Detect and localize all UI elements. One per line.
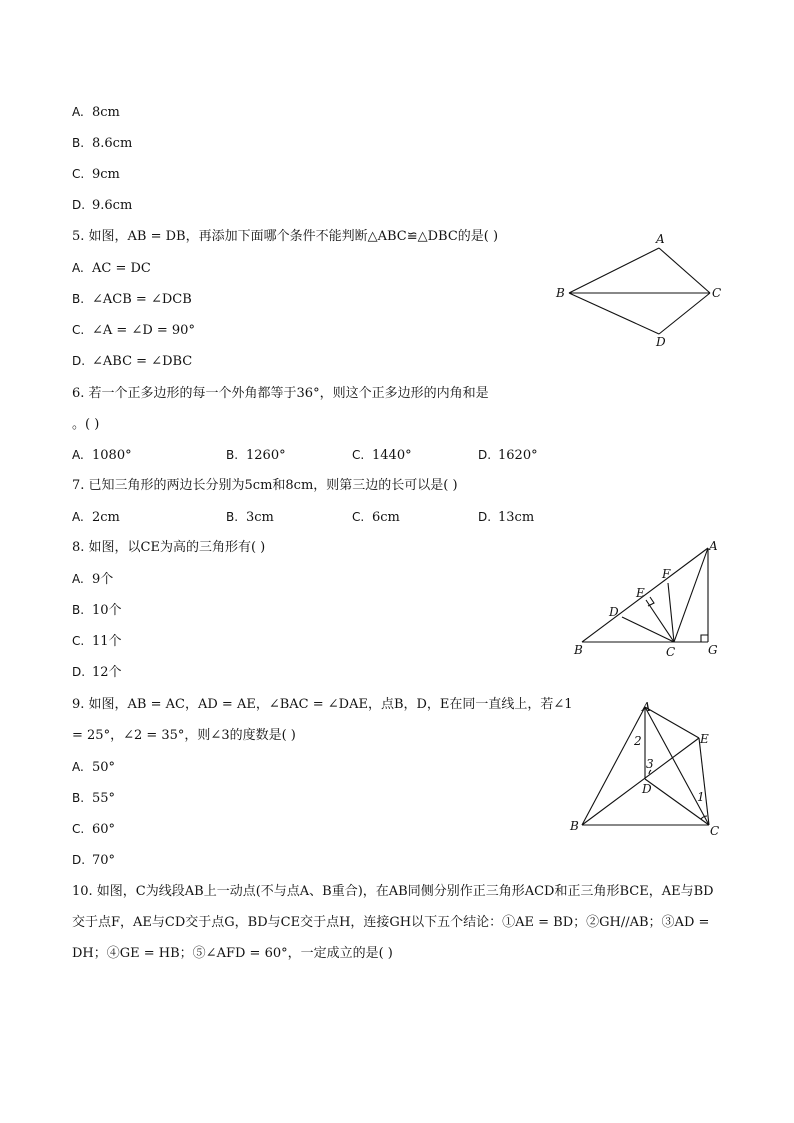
q9-label-d: D (642, 782, 652, 796)
q5-option-b: B. ∠ACB = ∠DCB (72, 292, 192, 307)
q9-segment-ab (582, 707, 645, 825)
q9-label-c: C (710, 824, 720, 838)
q4-option-c: C. 9cm (72, 167, 120, 182)
q9-label-1: 1 (697, 790, 705, 804)
q4-option-a: A. 8cm (72, 105, 120, 120)
q9-option-a: A. 50° (72, 760, 116, 775)
q5-option-d: D. ∠ABC = ∠DBC (72, 354, 193, 369)
q9-label-a: A (642, 700, 651, 714)
q5-label-b: B (556, 286, 565, 300)
q8-option-a: A. 9个 (72, 572, 114, 587)
q9-segment-be (582, 738, 699, 825)
q5-label-d: D (656, 335, 666, 349)
q8-label-f: F (662, 567, 671, 581)
q6-option-a: A. 1080° (72, 448, 132, 463)
q9-stem-continued: = 25°，∠2 = 35°，则∠3的度数是( ) (72, 728, 296, 743)
q8-label-b: B (574, 643, 583, 657)
q9-label-e: E (700, 732, 709, 746)
q8-option-b: B. 10个 (72, 603, 122, 618)
q5-stem: 5. 如图，AB = DB，再添加下面哪个条件不能判断△ABC≌△DBC的是( ) (72, 229, 499, 244)
q6-option-b: B. 1260° (226, 448, 286, 463)
q5-label-c: C (712, 286, 722, 300)
q9-figure (565, 697, 730, 842)
q5-segment-dc (659, 293, 710, 334)
q4-option-b: B. 8.6cm (72, 136, 133, 151)
q8-option-d: D. 12个 (72, 665, 122, 680)
q4-option-d: D. 9.6cm (72, 198, 133, 213)
q10-stem: 10. 如图，C为线段AB上一动点(不与点A、B重合)，在AB同侧分别作正三角形ACD和正三角形BCE，AE与BD交于点F，AE与CD交于点G，BD与CE交于点H，连接GH以下五个结论：①AE = BD；②GH//AB；③AD = DH；④GE = HB；⑤∠AFD = 60°，一定成立的是( ) (72, 884, 714, 961)
q9-option-d: D. 70° (72, 853, 116, 868)
q9-label-2: 2 (634, 734, 642, 748)
q8-label-g: G (708, 643, 718, 657)
q9-stem: 9. 如图，AB = AC，AD = AE，∠BAC = ∠DAE，点B，D，E在同一直线上，若∠1 (72, 697, 573, 712)
q8-option-c: C. 11个 (72, 634, 122, 649)
q8-label-a: A (709, 539, 718, 553)
q7-option-b: B. 3cm (226, 510, 274, 525)
q6-stem: 6. 若一个正多边形的每一个外角都等于36°，则这个正多边形的内角和是 (72, 386, 489, 401)
q5-segment-bd (569, 293, 659, 334)
q5-option-c: C. ∠A = ∠D = 90° (72, 323, 195, 338)
q7-option-c: C. 6cm (352, 510, 400, 525)
q9-label-3: 3 (646, 757, 654, 771)
q8-segment-ca (674, 548, 708, 642)
q7-option-d: D. 13cm (478, 510, 535, 525)
q5-label-a: A (656, 232, 665, 246)
q7-option-a: A. 2cm (72, 510, 120, 525)
q6-option-d: D. 1620° (478, 448, 538, 463)
q9-label-b: B (570, 819, 579, 833)
q5-segment-ba (569, 248, 659, 293)
q8-stem: 8. 如图，以CE为高的三角形有( ) (72, 540, 266, 555)
q8-right-angle-g (701, 635, 708, 642)
q8-label-e: E (636, 586, 645, 600)
q9-segment-ac (645, 707, 709, 825)
q5-option-a: A. AC = DC (72, 261, 151, 276)
q9-option-c: C. 60° (72, 822, 116, 837)
q5-figure (550, 228, 730, 353)
q9-segment-ec (699, 738, 709, 825)
q8-label-d: D (609, 605, 619, 619)
q7-stem: 7. 已知三角形的两边长分别为5cm和8cm，则第三边的长可以是( ) (72, 478, 458, 493)
q8-label-c: C (666, 645, 676, 659)
q6-option-c: C. 1440° (352, 448, 412, 463)
q5-segment-ac (659, 248, 710, 293)
q9-option-b: B. 55° (72, 791, 116, 806)
q8-figure (570, 538, 730, 663)
q6-stem-continued: 。( ) (72, 417, 100, 432)
q8-segment-cf (668, 583, 674, 642)
